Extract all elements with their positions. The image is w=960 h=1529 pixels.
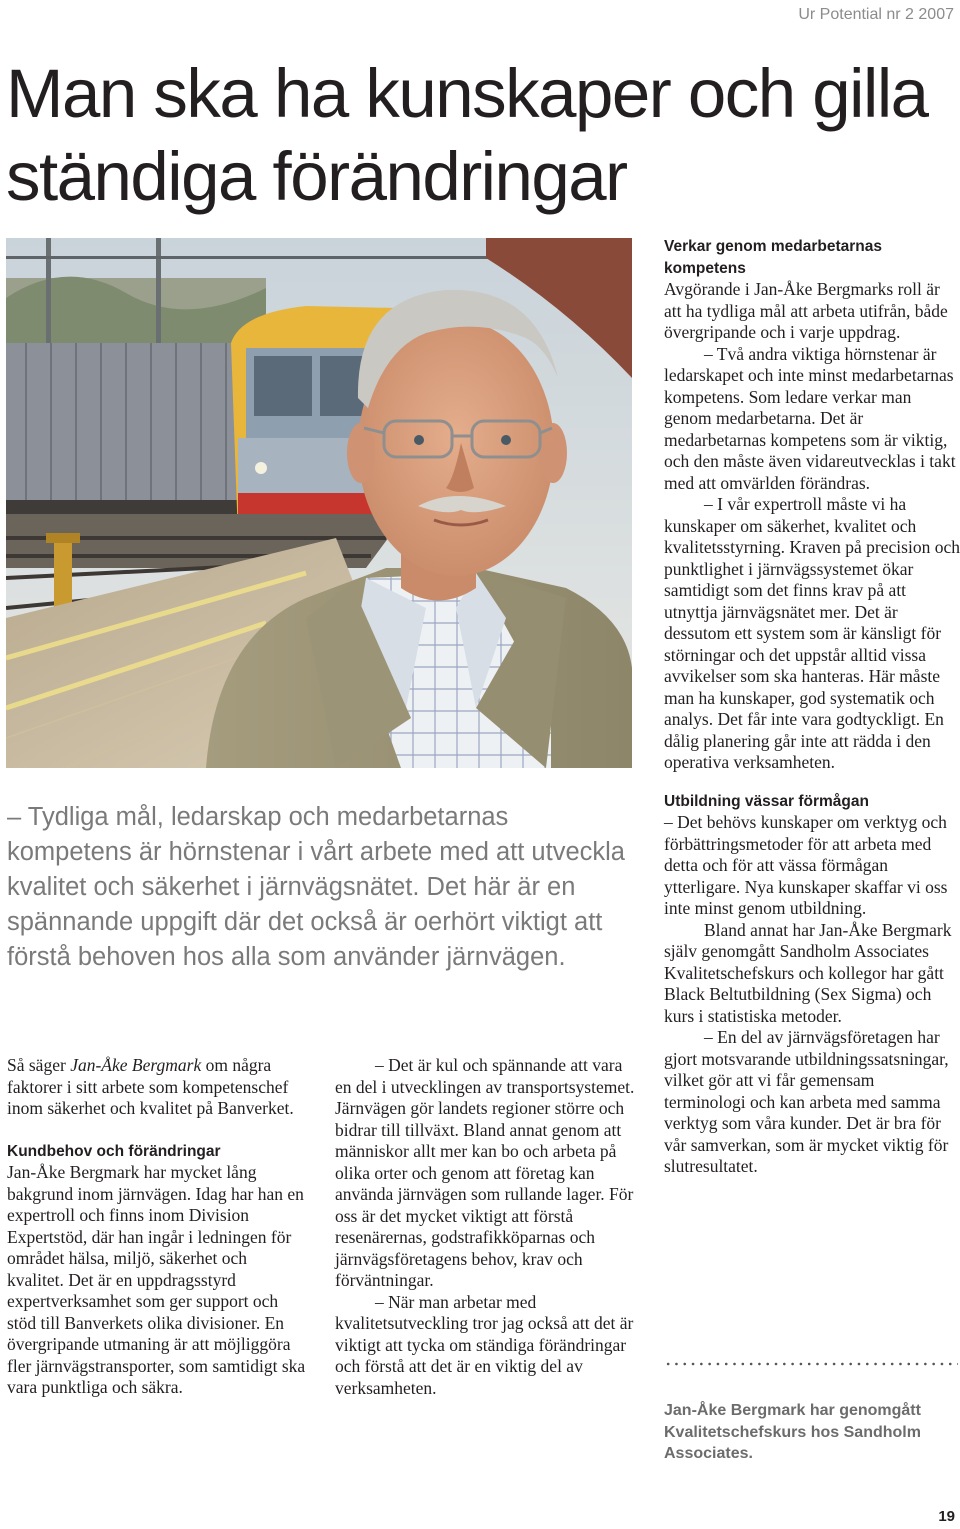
body-paragraph: Avgörande i Jan-Åke Bergmarks roll är att ha tydliga mål att arbeta utifrån, både övergripande och i varje uppdrag. [664,279,948,342]
body-paragraph: – I vår expertroll måste vi ha kunskaper om säkerhet, kvalitet och kvalitetsstyrning. Kraven på precision och punktlighet i järnvägssystemet ökar samtidigt som det finns krav på att utnyttja järnvägsnätet mer. Det är dessutom ett system som är känsligt för störningar och det uppstår alltid vissa avvikelser som ska hanteras. Här måste man ha kunskaper, god systematik och analys. Det får inte vara godtyckligt. En dålig planering går inte att rädda i den operativa verksamheten. [664,494,960,772]
body-paragraph: – Två andra viktiga hörnstenar är ledarskapet och inte minst medarbetarnas kompetens. Som ledare verkar man genom medarbetarna. Det är medarbetarnas kompetens som är viktig, och den måste även vidareutvecklas i takt med att omvärlden förändras. [664,343,956,493]
dotted-divider [664,1362,958,1366]
portrait-photo [6,238,632,768]
body-paragraph: – Det är kul och spännande att vara en del i utvecklingen av transportsystemet. Järnvägen gör landets regioner större och bidrar till tillväxt. Bland annat genom att människor allt mer kan bo och arbeta på olika orter och genom att företag kan använda järnvägen som rullande lager. För oss är det mycket viktigt att förstå resenärernas, godstrafikköparnas och järnvägsföretagens behov, krav och förväntningar. [335,1055,635,1290]
article-headline: Man ska ha kunskaper och gilla ständiga förändringar [6,55,928,215]
intro-paragraph [7,1055,307,1120]
subheading-utbildning: Utbildning vässar förmågan [664,792,869,810]
body-paragraph: Bland annat har Jan-Åke Bergmark själv genomgått Sandholm Associates Kvalitetschefskurs och kollegor har gått Black Beltutbildning (Sex Sigma) och kurs i statistiska metoder. [664,919,952,1026]
body-paragraph: – En del av järnvägsföretagen har gjort motsvarande utbildningssatsningar, vilket gör att vi får gemensam terminologi och kan arbeta med samma verktyg som våra kunder. Det är bra för vår samverkan, som är mycket viktig för slutresultatet. [664,1027,949,1176]
intro-after: om några faktorer i sitt arbete som kompetenschef inom säkerhet och kvalitet på Banverket. [7,1055,294,1118]
intro-name: Jan-Åke Bergmark [70,1055,202,1075]
column-2 [335,1055,635,1399]
page-number: 19 [938,1508,955,1525]
subheading-kompetens: Verkar genom medarbetarnas kompetens [664,238,882,277]
subheading-kundbehov: Kundbehov och förändringar [7,1142,221,1160]
intro-before: Så säger [7,1055,71,1075]
body-paragraph: – När man arbetar med kvalitetsutveckling tror jag också att det är viktigt att tycka om ständiga förändringar och förstå att det är en viktig del av verksamheten. [335,1291,634,1398]
column-3 [664,236,960,1178]
body-paragraph: Jan-Åke Bergmark har mycket lång bakgrund inom järnvägen. Idag har han en expertroll och finns inom Division Expertstöd, där han ingår i ledningen för området hälsa, miljö, säkerhet och kvalitet. Det är en uppdragsstyrd expertverksamhet som ger support och stöd till Banverkets olika divisioner. En övergripande utmaning är att möjliggöra fler järnvägstransporter, som samtidigt ska vara punktliga och säkra. [7,1162,306,1397]
photo-caption: Jan-Åke Bergmark har genomgått Kvalitetschefskurs hos Sandholm Associates. [664,1402,921,1462]
lede-paragraph: – Tydliga mål, ledarskap och medarbetarnas kompetens är hörnstenar i vårt arbete med att utveckla kvalitet och säkerhet i järnvägsnätet. Det här är en spännande uppgift där det också är oerhört viktigt att förstå behoven hos alla som använder järnvägen. [7,803,625,971]
body-paragraph: – Det behövs kunskaper om verktyg och förbättringsmetoder för att arbeta med detta och för att vässa förmågan ytterligare. Nya kunskaper skaffar vi oss inte minst genom utbildning. [664,812,948,918]
publication-header: Ur Potential nr 2 2007 [798,6,954,23]
column-1 [7,1055,307,1399]
